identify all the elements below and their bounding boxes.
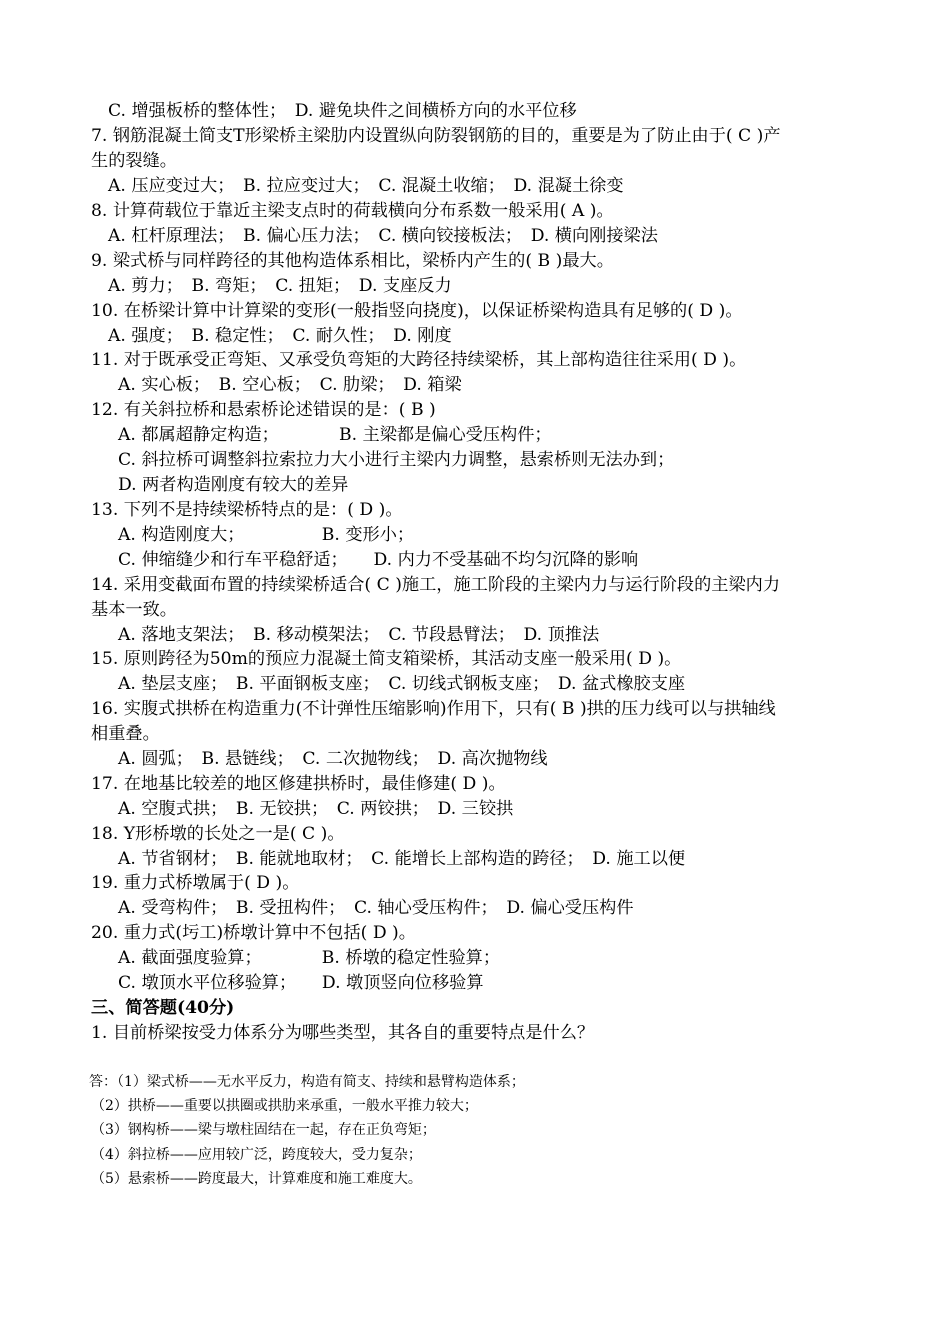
q13-question: 13. 下列不是持续梁桥特点的是：( D )。: [91, 500, 403, 520]
q7-question: 7. 钢筋混凝土简支T形梁桥主梁肋内设置纵向防裂钢筋的目的，重要是为了防止由于( C )产: [91, 126, 781, 146]
q10-options: A. 强度； B. 稳定性； C. 耐久性； D. 刚度: [108, 326, 452, 346]
q11-question: 11. 对于既承受正弯矩、又承受负弯矩的大跨径持续梁桥，其上部构造往往采用( D )。: [91, 350, 747, 370]
q19-question: 19. 重力式桥墩属于( D )。: [91, 873, 300, 893]
q14-question-cont: 基本一致。: [91, 600, 177, 620]
q15-options: A. 垫层支座； B. 平面钢板支座； C. 切线式钢板支座； D. 盆式橡胶支座: [118, 674, 686, 694]
q20-options-cd: C. 墩顶水平位移验算； D. 墩顶竖向位移验算: [118, 973, 484, 993]
q9-question: 9. 梁式桥与同样跨径的其他构造体系相比，梁桥内产生的( B )最大。: [91, 251, 614, 271]
q20-question: 20. 重力式(圬工)桥墩计算中不包括( D )。: [91, 923, 416, 943]
q7-question-cont: 生的裂缝。: [91, 151, 177, 171]
q20-options-ab: A. 截面强度验算； B. 桥墩的稳定性验算；: [118, 948, 501, 968]
q10-question: 10. 在桥梁计算中计算梁的变形(一般指竖向挠度)，以保证桥梁构造具有足够的( D )。: [91, 301, 743, 321]
q16-options: A. 圆弧； B. 悬链线； C. 二次抛物线； D. 高次抛物线: [118, 749, 548, 769]
q18-options: A. 节省钢材； B. 能就地取材； C. 能增长上部构造的跨径； D. 施工以便: [118, 849, 686, 869]
q13-options-cd: C. 伸缩缝少和行车平稳舒适； D. 内力不受基础不均匀沉降的影响: [118, 550, 639, 570]
q17-options: A. 空腹式拱； B. 无铰拱； C. 两铰拱； D. 三铰拱: [118, 799, 514, 819]
q18-question: 18. Y形桥墩的长处之一是( C )。: [91, 824, 345, 844]
answer-line-3: （3）钢构桥——梁与墩柱固结在一起，存在正负弯矩；: [91, 1122, 436, 1138]
q14-question: 14. 采用变截面布置的持续梁桥适合( C )施工，施工阶段的主梁内力与运行阶段的主梁内力: [91, 575, 781, 595]
q16-question: 16. 实腹式拱桥在构造重力(不计弹性压缩影响)作用下，只有( B )拱的压力线可以与拱轴线: [91, 699, 776, 719]
q19-options: A. 受弯构件； B. 受扭构件； C. 轴心受压构件； D. 偏心受压构件: [118, 898, 634, 918]
short-answer-q1: 1. 目前桥梁按受力体系分为哪些类型，其各自的重要特点是什么？: [91, 1023, 595, 1043]
q6-option-line: C. 增强板桥的整体性； D. 避免块件之间横桥方向的水平位移: [108, 101, 577, 121]
q13-options-ab: A. 构造刚度大； B. 变形小；: [118, 525, 415, 545]
q8-options: A. 杠杆原理法； B. 偏心压力法； C. 横向铰接板法； D. 横向刚接梁法: [108, 226, 658, 246]
answer-line-1: 答：（1）梁式桥——无水平反力，构造有简支、持续和悬臂构造体系；: [89, 1074, 525, 1090]
q17-question: 17. 在地基比较差的地区修建拱桥时，最佳修建( D )。: [91, 774, 506, 794]
answer-line-5: （5）悬索桥——跨度最大，计算难度和施工难度大。: [91, 1171, 422, 1187]
section-heading: 三、简答题(40分): [91, 998, 235, 1018]
q8-question: 8. 计算荷载位于靠近主梁支点时的荷载横向分布系数一般采用( A )。: [91, 201, 614, 221]
q16-question-cont: 相重叠。: [91, 724, 160, 744]
q12-options-ab: A. 都属超静定构造； B. 主梁都是偏心受压构件；: [118, 425, 552, 445]
q7-options: A. 压应变过大； B. 拉应变过大； C. 混凝土收缩； D. 混凝土徐变: [108, 176, 624, 196]
q12-option-c: C. 斜拉桥可调整斜拉索拉力大小进行主梁内力调整，悬索桥则无法办到；: [118, 450, 675, 470]
q14-options: A. 落地支架法； B. 移动模架法； C. 节段悬臂法； D. 顶推法: [118, 625, 600, 645]
answer-line-2: （2）拱桥——重要以拱圈或拱肋来承重，一般水平推力较大；: [91, 1098, 478, 1114]
answer-line-4: （4）斜拉桥——应用较广泛，跨度较大，受力复杂；: [91, 1147, 422, 1163]
q15-question: 15. 原则跨径为50m的预应力混凝土简支箱梁桥，其活动支座一般采用( D )。: [91, 649, 682, 669]
q12-option-d: D. 两者构造刚度有较大的差异: [118, 475, 349, 495]
q11-options: A. 实心板； B. 空心板； C. 肋梁； D. 箱梁: [118, 375, 462, 395]
q9-options: A. 剪力； B. 弯矩； C. 扭矩； D. 支座反力: [108, 276, 452, 296]
q12-question: 12. 有关斜拉桥和悬索桥论述错误的是：( B ): [91, 400, 436, 420]
